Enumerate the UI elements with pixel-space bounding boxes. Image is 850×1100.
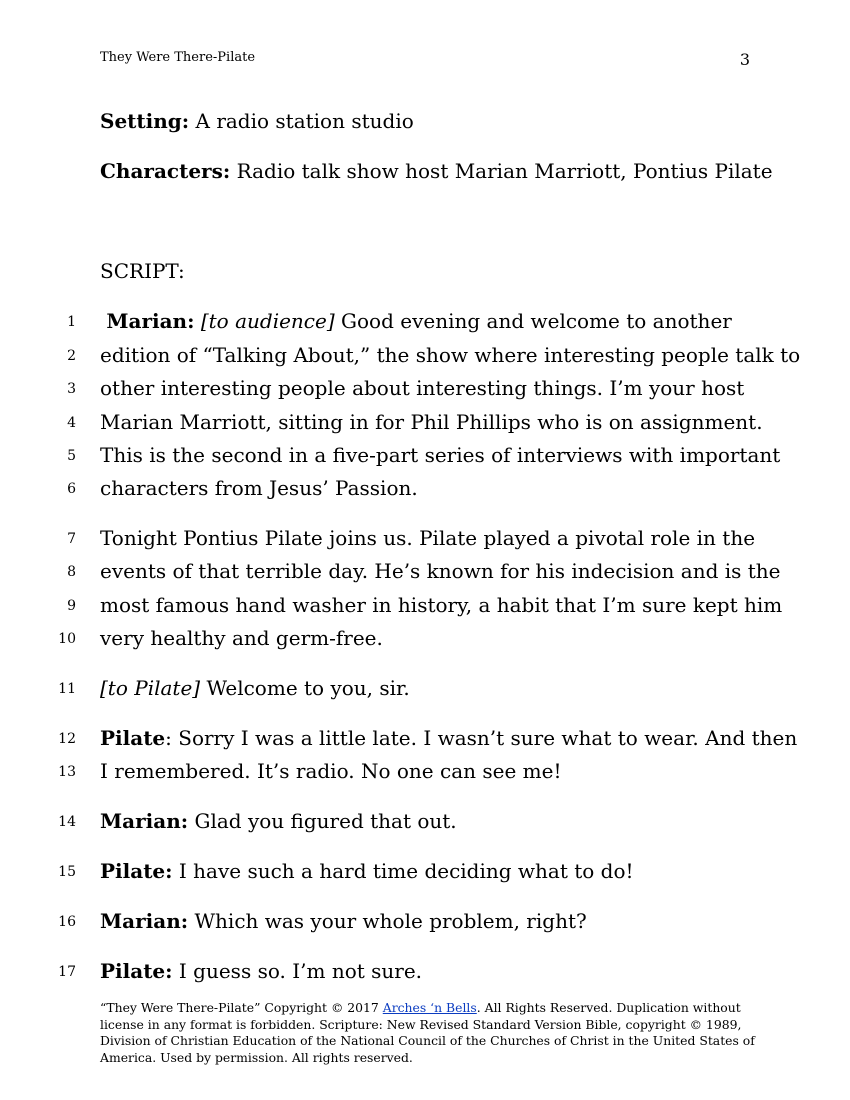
speaker-name: Pilate: — [100, 859, 173, 883]
script-line: Tonight Pontius Pilate joins us. Pilate played a pivotal role in the — [100, 526, 756, 550]
line-number: 2 — [67, 348, 76, 364]
line-number: 16 — [58, 914, 76, 930]
running-header-title: They Were There-Pilate — [100, 50, 256, 65]
line-text: Good evening and welcome to another — [334, 309, 732, 333]
footer-text-before-link: “They Were There-Pilate” Copyright © 2017 — [100, 1000, 383, 1015]
line-number: 13 — [58, 764, 76, 780]
line-number: 17 — [58, 964, 76, 980]
page-number: 3 — [739, 50, 750, 69]
stage-direction: [to Pilate] — [100, 676, 201, 700]
line-number: 8 — [67, 564, 76, 580]
line-text: Welcome to you, sir. — [200, 676, 410, 700]
script-line: most famous hand washer in history, a habit that I’m sure kept him — [100, 593, 783, 617]
script-line — [100, 309, 732, 333]
speaker-name: Marian: — [106, 309, 195, 333]
script-line: I remembered. It’s radio. No one can see me! — [100, 759, 562, 783]
speaker-name: Pilate: — [100, 959, 173, 983]
script-line — [100, 809, 457, 833]
speaker-name: Marian: — [100, 909, 189, 933]
footer-text-after-link: . All Rights Reserved. Duplication without license in any format is forbidden. Scripture: New Revised Standard Version Bible, copyright © 1989, Division of Christian Education of the National Council of the Churches of Christ in the United States of America. Used by permission. All rights reserved. — [100, 1000, 755, 1065]
script-line: very healthy and germ-free. — [100, 626, 383, 650]
script-line: characters from Jesus’ Passion. — [100, 476, 418, 500]
script-line — [100, 859, 634, 883]
script-line: This is the second in a five-part series of interviews with important — [100, 443, 781, 467]
line-text: Which was your whole problem, right? — [188, 909, 587, 933]
line-number: 11 — [58, 681, 76, 697]
script-line: edition of “Talking About,” the show where interesting people talk to — [100, 343, 801, 367]
speaker-name: Marian: — [100, 809, 189, 833]
line-number: 5 — [67, 448, 76, 464]
line-number: 4 — [67, 415, 76, 431]
speaker-name: Pilate — [100, 726, 166, 750]
line-number: 3 — [67, 381, 76, 397]
script-line — [100, 676, 410, 700]
line-number: 1 — [67, 314, 76, 330]
copyright-footer — [100, 1000, 755, 1066]
script-line: other interesting people about interesting things. I’m your host — [100, 376, 745, 400]
script-line — [100, 726, 797, 750]
script-line — [100, 909, 587, 933]
setting-text: A radio station studio — [189, 109, 414, 133]
line-number: 6 — [67, 481, 76, 497]
characters-label: Characters: — [100, 159, 231, 183]
line-text: Glad you figured that out. — [188, 809, 457, 833]
stage-direction: [to audience] — [200, 309, 335, 333]
line-number: 9 — [67, 598, 76, 614]
setting-label: Setting: — [100, 109, 190, 133]
line-number: 7 — [67, 531, 76, 547]
line-text: I guess so. I’m not sure. — [172, 959, 423, 983]
script-heading: SCRIPT: — [100, 259, 185, 283]
arches-n-bells-link[interactable]: Arches ‘n Bells — [382, 1000, 477, 1015]
script-line: Marian Marriott, sitting in for Phil Phillips who is on assignment. — [100, 410, 763, 434]
setting-line — [100, 109, 414, 133]
line-text: : Sorry I was a little late. I wasn’t sure what to wear. And then — [165, 726, 798, 750]
line-number: 12 — [58, 731, 76, 747]
line-text: I have such a hard time deciding what to do! — [172, 859, 634, 883]
script-line — [100, 959, 422, 983]
line-number: 10 — [58, 631, 76, 647]
line-number: 15 — [58, 864, 76, 880]
script-line: events of that terrible day. He’s known for his indecision and is the — [100, 559, 781, 583]
line-number: 14 — [58, 814, 76, 830]
characters-line — [100, 159, 773, 183]
characters-text: Radio talk show host Marian Marriott, Pontius Pilate — [230, 159, 773, 183]
